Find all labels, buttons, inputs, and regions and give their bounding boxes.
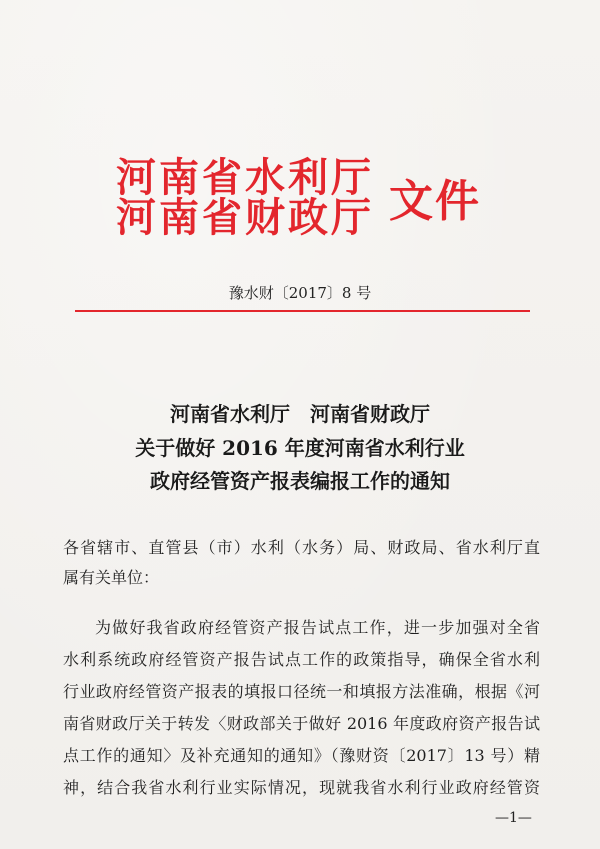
page-number: —1— (495, 810, 532, 826)
salutation-line: 属有关单位： (63, 568, 160, 587)
body-line: 为做好我省政府经管资产报告试点工作，进一步加强对全省 (95, 618, 540, 637)
body-paragraph (63, 612, 540, 804)
body-line: 点工作的通知〉及补充通知的通知》（豫财资〔2017〕13 号）精 (63, 746, 540, 765)
red-divider (75, 310, 530, 312)
body-line: 南省财政厅关于转发〈财政部关于做好 2016 年度政府资产报告试 (63, 714, 540, 733)
body-line: 行业政府经管资产报表的填报口径统一和填报方法准确，根据《河 (63, 682, 540, 701)
salutation-line: 各省辖市、直管县（市）水利（水务）局、财政局、省水利厅直 (63, 538, 540, 557)
document-title (0, 398, 600, 499)
body-line: 神，结合我省水利行业实际情况，现就我省水利行业政府经管资 (63, 778, 540, 797)
body-line: 水利系统政府经管资产报告试点工作的政策指导，确保全省水利 (63, 650, 540, 669)
document-number: 豫水财〔2017〕8 号 (228, 284, 372, 302)
title-line: 政府经管资产报表编报工作的通知 (150, 469, 450, 493)
issuer-header (116, 154, 374, 241)
issuer-name-water-resources: 河南省水利厅 (116, 154, 374, 201)
title-line: 河南省水利厅 河南省财政厅 (170, 402, 430, 426)
salutation (63, 533, 540, 593)
title-line: 关于做好 2016 年度河南省水利行业 (135, 435, 465, 460)
document-type-label: 文件 (389, 176, 481, 227)
issuer-name-finance: 河南省财政厅 (116, 194, 374, 241)
